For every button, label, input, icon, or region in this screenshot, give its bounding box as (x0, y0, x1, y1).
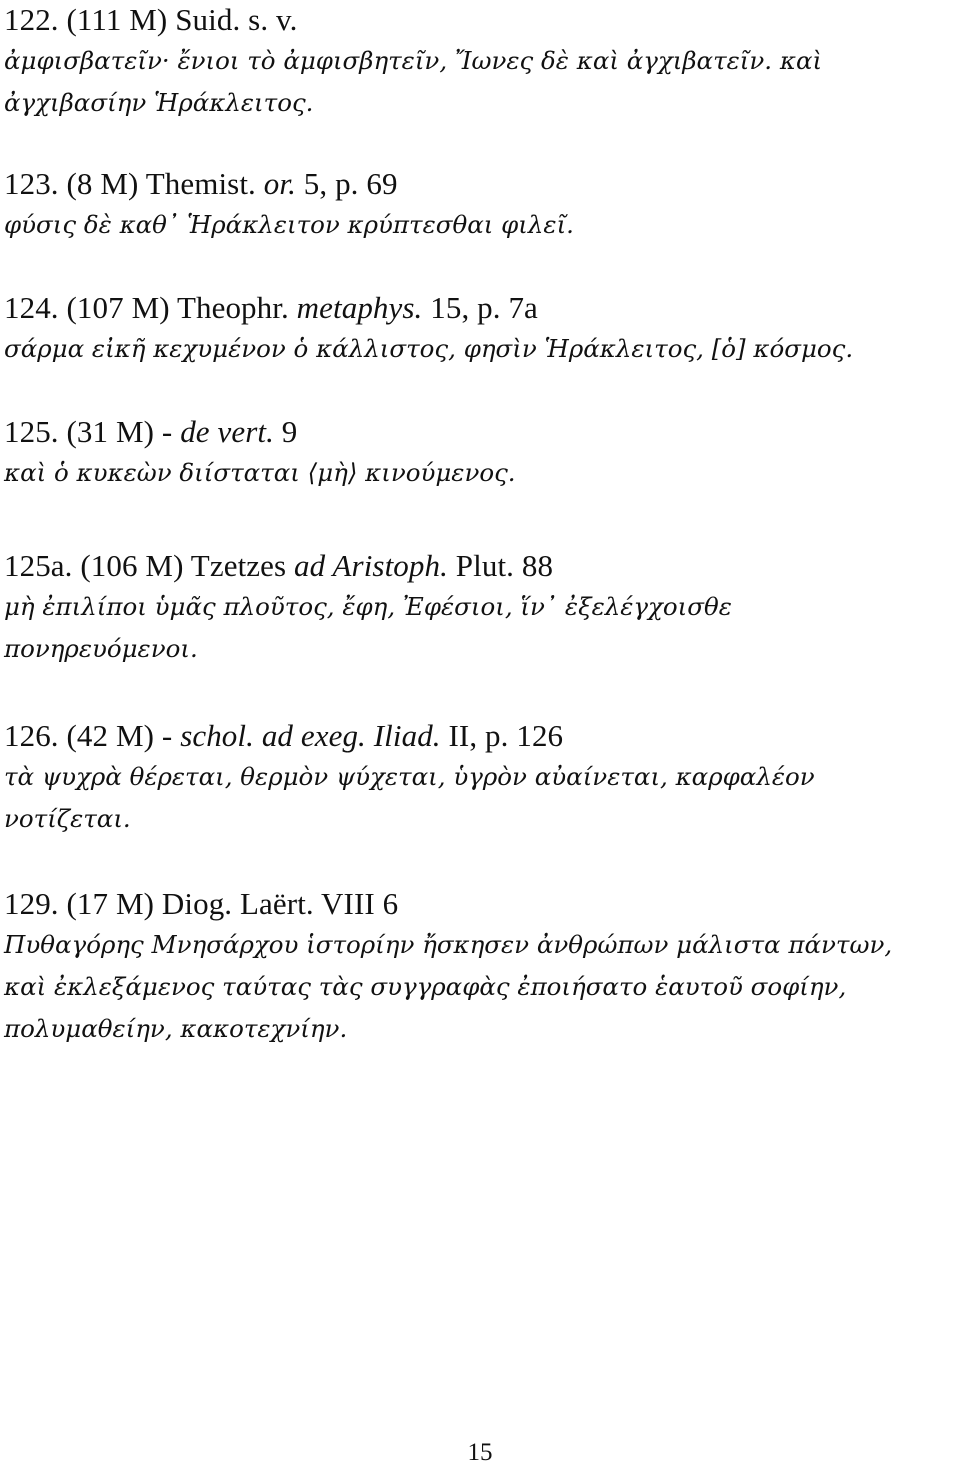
greek-line: ἀγχιβασίην Ἡράκλειτος. (4, 88, 314, 117)
fragment-text (4, 586, 954, 670)
page-number: 15 (467, 1439, 493, 1466)
fragment-text (4, 204, 954, 246)
fragment-reference: 123. (8 M) Themist. or. 5, p. 69 (4, 166, 398, 201)
greek-line: νοτίζεται. (4, 804, 131, 833)
fragment-129 (4, 884, 954, 1050)
fragment-text (4, 756, 954, 840)
greek-line: φύσις δὲ καθ᾽ Ἡράκλειτον κρύπτεσθαι φιλεῖ. (4, 210, 574, 239)
greek-line: καὶ ἐκλεξάμενος ταύτας τὰς συγγραφὰς ἐποιήσατο ἑαυτοῦ σοφίην, (4, 972, 847, 1001)
greek-line: πολυμαθείην, κακοτεχνίην. (4, 1014, 348, 1043)
fragment-reference: 124. (107 M) Theophr. metaphys. 15, p. 7a (4, 290, 538, 325)
greek-line: πονηρευόμενοι. (4, 634, 198, 663)
fragment-text (4, 40, 954, 124)
greek-line: τὰ ψυχρὰ θέρεται, θερμὸν ψύχεται, ὑγρὸν αὐαίνεται, καρφαλέον (4, 762, 815, 791)
greek-line: ἀμφισβατεῖν· ἔνιοι τὸ ἀμφισβητεῖν, Ἴωνες δὲ καὶ ἀγχιβατεῖν. καὶ (4, 46, 823, 75)
fragment-125 (4, 412, 954, 494)
fragment-reference: 125. (31 M) - de vert. 9 (4, 414, 298, 449)
greek-line: Πυθαγόρης Μνησάρχου ἱστορίην ἤσκησεν ἀνθρώπων μάλιστα πάντων, (4, 930, 893, 959)
fragment-126 (4, 716, 954, 840)
fragment-125a (4, 546, 954, 670)
greek-line: καὶ ὁ κυκεὼν διίσταται ⟨μὴ⟩ κινούμενος. (4, 458, 516, 487)
fragment-text (4, 452, 954, 494)
greek-line: μὴ ἐπιλίποι ὑμᾶς πλοῦτος, ἔφη, Ἐφέσιοι, ἵν᾽ ἐξελέγχοισθε (4, 592, 732, 621)
fragment-reference: 129. (17 M) Diog. Laërt. VIII 6 (4, 886, 399, 921)
fragment-text (4, 328, 954, 370)
fragment-reference: 126. (42 M) - schol. ad exeg. Iliad. II, p. 126 (4, 718, 564, 753)
fragment-122 (4, 0, 954, 124)
fragment-reference: 125a. (106 M) Tzetzes ad Aristoph. Plut. 88 (4, 548, 554, 583)
fragment-reference: 122. (111 M) Suid. s. v. (4, 2, 298, 37)
greek-line: σάρμα εἰκῆ κεχυμένον ὁ κάλλιστος, φησὶν Ἡράκλειτος, [ὁ] κόσμος. (4, 334, 854, 363)
fragment-124 (4, 288, 954, 370)
fragment-text (4, 924, 954, 1050)
fragment-123 (4, 164, 954, 246)
